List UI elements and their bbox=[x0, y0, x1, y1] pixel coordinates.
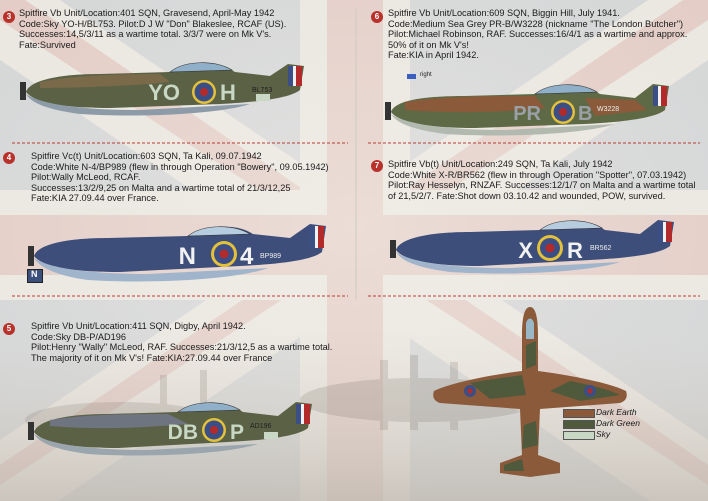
serial-number: AD196 bbox=[250, 423, 272, 430]
legend-swatch-dark-earth bbox=[563, 409, 595, 418]
caption-line: The majority of it on Mk V's! Fate:KIA:27.09.44 over France bbox=[31, 352, 273, 363]
serial-number: BR562 bbox=[590, 245, 612, 252]
caption-line: Pilot:Henry "Wally" McLeod, RAF. Successes:21/3/12,5 as a wartime total. bbox=[31, 342, 333, 353]
serial-number: BP989 bbox=[260, 253, 282, 260]
code-letter: B bbox=[578, 103, 593, 125]
profile-number-badge: 5 bbox=[3, 323, 15, 335]
code-letters: DB bbox=[167, 421, 198, 444]
legend-label: Dark Green bbox=[596, 418, 640, 428]
legend-label: Dark Earth bbox=[596, 407, 637, 417]
serial-number: BL753 bbox=[252, 87, 273, 94]
caption-line: Spitfire Vb Unit/Location:401 SQN, Gravesend, April-May 1942 bbox=[19, 8, 275, 18]
caption-line: Code:Sky YO-H/BL753. Pilot:D J W "Don" Blakeslee, RCAF (US). bbox=[19, 18, 287, 29]
caption-line: Pilot:Ray Hesselyn, RNZAF. Successes:12/1/7 on Malta and a wartime total bbox=[388, 180, 696, 191]
spitfire-profile bbox=[385, 76, 685, 146]
profile-caption bbox=[19, 8, 286, 50]
code-letters: YO bbox=[148, 80, 180, 105]
spitfire-profile bbox=[28, 392, 328, 472]
code-letters: PR bbox=[513, 103, 541, 125]
profile-caption bbox=[31, 151, 329, 204]
code-letter: R bbox=[567, 238, 583, 263]
caption-line: Spitfire Vb Unit/Location:609 SQN, Biggin Hill, July 1941. bbox=[388, 8, 620, 18]
profile-caption bbox=[388, 159, 695, 201]
code-letter: X bbox=[518, 238, 533, 263]
serial-number: W3228 bbox=[597, 106, 620, 113]
side-note-label: right bbox=[420, 72, 432, 78]
spitfire-profile bbox=[28, 212, 338, 297]
spitfire-top-view bbox=[430, 305, 630, 500]
caption-line: of 21,5/2/7. Fate:Shot down 03.10.42 and wounded, POW, survived. bbox=[388, 190, 666, 201]
caption-line: Successes:14,5/3/11 as a wartime total. 3/3/7 were on Mk V's. bbox=[19, 29, 272, 40]
profile-number-badge: 4 bbox=[3, 152, 15, 164]
legend-label: Sky bbox=[596, 429, 611, 439]
profile-number-badge: 7 bbox=[371, 160, 383, 172]
code-letter: 4 bbox=[240, 243, 254, 270]
profile-number-badge: 6 bbox=[371, 11, 383, 23]
caption-line: Spitfire Vb Unit/Location:411 SQN, Digby, April 1942. bbox=[31, 321, 246, 331]
caption-line: Code:Medium Sea Grey PR-B/W3228 (nickname "The London Butcher") bbox=[388, 18, 684, 29]
caption-line: 50% of it on Mk V's! bbox=[388, 39, 469, 50]
profile-caption bbox=[388, 8, 687, 61]
caption-line: Spitfire Vc(t) Unit/Location:603 SQN, Ta Kali, 09.07.1942 bbox=[31, 151, 262, 161]
legend-swatch-dark-green bbox=[563, 420, 595, 429]
spitfire-profile bbox=[20, 52, 320, 132]
profile-caption bbox=[31, 321, 332, 363]
caption-line: Pilot:Michael Robinson, RAF. Successes:16/4/1 as a wartime and approx. bbox=[388, 29, 688, 40]
caption-line: Spitfire Vb(t) Unit/Location:249 SQN, Ta Kali, July 1942 bbox=[388, 159, 613, 169]
code-letter: P bbox=[230, 421, 245, 444]
code-letter: N bbox=[178, 243, 196, 270]
caption-line: Code:Sky DB-P/AD196 bbox=[31, 331, 126, 342]
legend-swatch-sky bbox=[563, 431, 595, 440]
caption-line: Fate:Survived bbox=[19, 39, 76, 50]
caption-line: Code:White X-R/BR562 (flew in through Operation "Spotter", 07.03.1942) bbox=[388, 169, 687, 180]
caption-line: Successes:13/2/9,25 on Malta and a wartime total of 21/3/12,25 bbox=[31, 182, 291, 193]
caption-line: Fate:KIA in April 1942. bbox=[388, 50, 479, 61]
spitfire-profile bbox=[390, 210, 690, 290]
side-note-label: N bbox=[31, 269, 38, 279]
profile-number-badge: 3 bbox=[3, 11, 15, 23]
caption-line: Pilot:Wally McLeod, RCAF. bbox=[31, 172, 141, 183]
caption-line: Code:White N-4/BP989 (flew in through Operation "Bowery", 09.05.1942) bbox=[31, 161, 329, 172]
caption-line: Fate:KIA 27.09.44 over France. bbox=[31, 193, 159, 204]
code-letter: H bbox=[220, 80, 236, 105]
